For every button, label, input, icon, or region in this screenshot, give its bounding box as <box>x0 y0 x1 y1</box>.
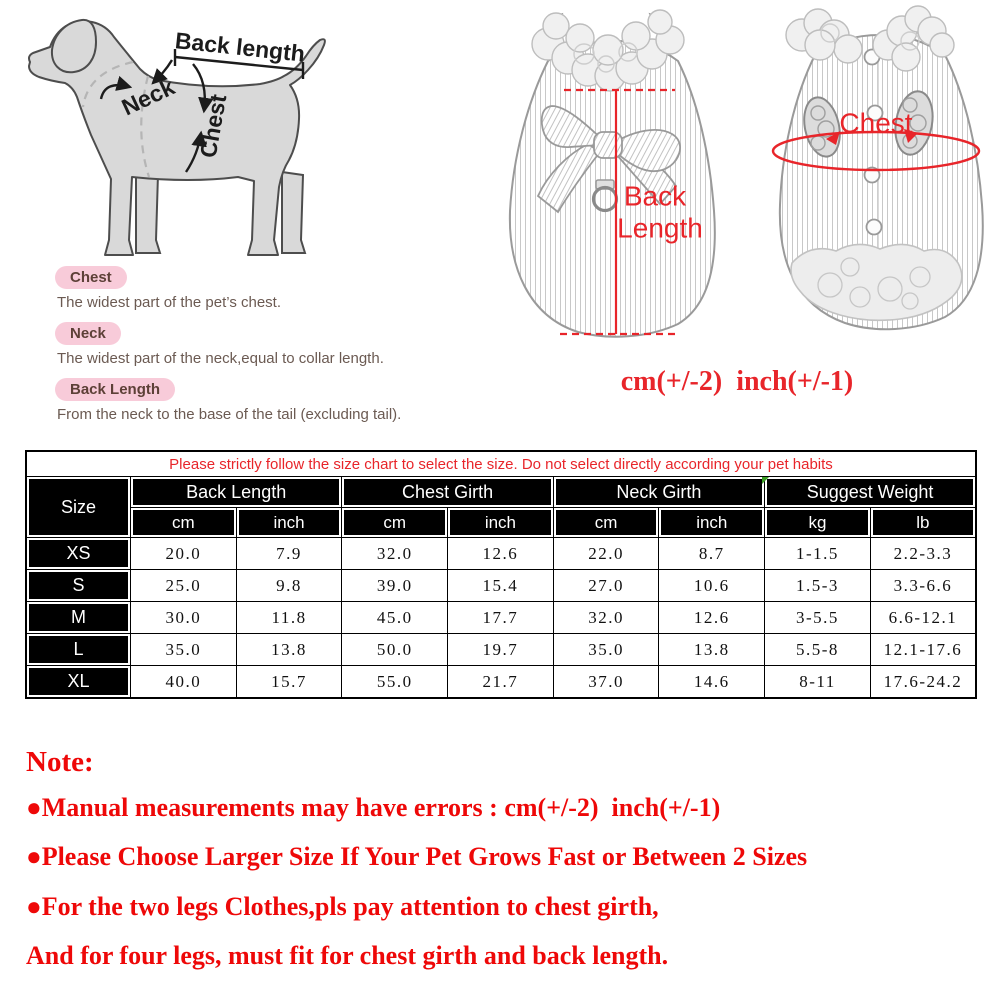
table-row-xs <box>26 538 976 570</box>
cell: 8-11 <box>765 666 871 699</box>
cell: 19.7 <box>448 634 554 666</box>
chest-term-pill: Chest <box>55 266 127 289</box>
cell: 45.0 <box>342 602 448 634</box>
cell: 12.1-17.6 <box>870 634 976 666</box>
table-row-m <box>26 602 976 634</box>
cell: 32.0 <box>553 602 659 634</box>
definition-chest <box>55 266 485 312</box>
cell: 1-1.5 <box>765 538 871 570</box>
table-notice: Please strictly follow the size chart to select the size. Do not select directly according your pet habits <box>26 451 976 477</box>
notes-section <box>26 748 807 991</box>
notes-title: Note: <box>26 746 94 778</box>
cell: 10.6 <box>659 570 765 602</box>
neck-label: Neck <box>117 73 179 121</box>
cell: 35.0 <box>131 634 237 666</box>
cell: 5.5-8 <box>765 634 871 666</box>
unit-chest-cm: cm <box>342 508 448 538</box>
note-line-1: ●Manual measurements may have errors : cm(+/-2) inch(+/-1) <box>26 793 721 822</box>
col-header-chest-girth: Chest Girth <box>342 477 553 508</box>
cell: 17.7 <box>448 602 554 634</box>
vest-front-chest-label: Chest <box>839 107 913 139</box>
dog-far-front-leg <box>136 174 160 253</box>
unit-neck-cm: cm <box>553 508 659 538</box>
chest-label: Chest <box>194 92 232 160</box>
cell: 12.6 <box>659 602 765 634</box>
cell: 37.0 <box>553 666 659 699</box>
note-line-3: ●For the two legs Clothes,pls pay attention to chest girth, <box>26 891 659 921</box>
unit-back-length-inch: inch <box>236 508 342 538</box>
definition-neck <box>55 322 485 368</box>
cell: 15.4 <box>448 570 554 602</box>
cell: 22.0 <box>553 538 659 570</box>
unit-back-length-cm: cm <box>131 508 237 538</box>
table-row-l <box>26 634 976 666</box>
dog-far-hind-leg <box>282 172 305 253</box>
col-header-suggest-weight: Suggest Weight <box>765 477 976 508</box>
cell: 55.0 <box>342 666 448 699</box>
back-length-definition-text: From the neck to the base of the tail (excluding tail). <box>57 406 402 423</box>
unit-neck-inch: inch <box>659 508 765 538</box>
cell: 3.3-6.6 <box>870 570 976 602</box>
cell: 6.6-12.1 <box>870 602 976 634</box>
cell: 14.6 <box>659 666 765 699</box>
cell: 40.0 <box>131 666 237 699</box>
cell: 50.0 <box>342 634 448 666</box>
dog-ear <box>52 20 96 72</box>
cell: 11.8 <box>236 602 342 634</box>
cell: 13.8 <box>236 634 342 666</box>
col-header-back-length: Back Length <box>131 477 342 508</box>
bow-knot <box>594 132 622 158</box>
tolerance-note: cm(+/-2) inch(+/-1) <box>620 366 854 397</box>
cell: 2.2-3.3 <box>870 538 976 570</box>
unit-chest-inch: inch <box>448 508 554 538</box>
size-cell: S <box>26 570 131 602</box>
size-chart-table <box>25 450 977 699</box>
vest-back-length-label-line2: Length <box>617 212 703 244</box>
cell: 27.0 <box>553 570 659 602</box>
cell: 8.7 <box>659 538 765 570</box>
size-cell: XL <box>26 666 131 699</box>
cell: 20.0 <box>131 538 237 570</box>
vest-back-length-label-line1: Back <box>623 180 687 212</box>
unit-weight-kg: kg <box>765 508 871 538</box>
vest-back-illustration <box>488 6 724 352</box>
dog-measurement-diagram <box>20 10 350 268</box>
unit-weight-lb: lb <box>870 508 976 538</box>
cell: 32.0 <box>342 538 448 570</box>
cell: 39.0 <box>342 570 448 602</box>
size-cell: L <box>26 634 131 666</box>
back-length-term-pill: Back Length <box>55 378 175 401</box>
size-cell: M <box>26 602 131 634</box>
cell: 15.7 <box>236 666 342 699</box>
chest-definition-text: The widest part of the pet’s chest. <box>57 294 282 311</box>
fleece-bottom <box>791 244 962 320</box>
definition-back-length <box>55 378 485 424</box>
cell: 7.9 <box>236 538 342 570</box>
vest-front-illustration <box>760 5 998 335</box>
cell: 25.0 <box>131 570 237 602</box>
back-length-label: Back length <box>173 27 307 67</box>
size-cell: XS <box>26 538 131 570</box>
note-line-2: ●Please Choose Larger Size If Your Pet Grows Fast or Between 2 Sizes <box>26 842 808 872</box>
cell: 21.7 <box>448 666 554 699</box>
measurement-definitions <box>55 266 485 434</box>
note-line-4: And for four legs, must fit for chest girth and back length. <box>26 940 669 970</box>
cell: 3-5.5 <box>765 602 871 634</box>
neck-term-pill: Neck <box>55 322 121 345</box>
cell: 13.8 <box>659 634 765 666</box>
cell: 35.0 <box>553 634 659 666</box>
cell: 30.0 <box>131 602 237 634</box>
cell: 1.5-3 <box>765 570 871 602</box>
neck-definition-text: The widest part of the neck,equal to collar length. <box>57 350 384 367</box>
table-row-xl <box>26 666 976 699</box>
cell: 12.6 <box>448 538 554 570</box>
size-chart-section <box>25 450 977 699</box>
col-header-size: Size <box>26 477 131 538</box>
table-row-s <box>26 570 976 602</box>
cell: 9.8 <box>236 570 342 602</box>
cell: 17.6-24.2 <box>870 666 976 699</box>
cell-corner-marker <box>762 477 769 484</box>
col-header-neck-girth: Neck Girth <box>553 477 764 508</box>
